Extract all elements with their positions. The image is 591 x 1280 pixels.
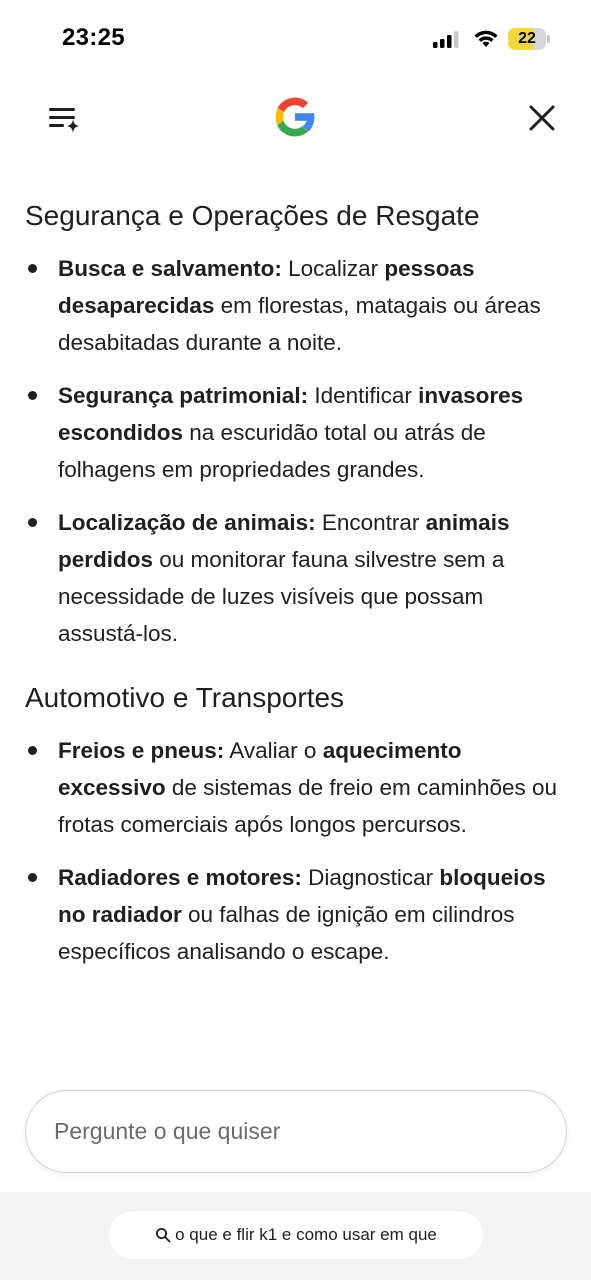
bold-text: Freios e pneus: xyxy=(58,738,225,763)
bold-text: Segurança patrimonial: xyxy=(58,383,309,408)
body-text: na escuridão total ou atrás de folhagens em propriedades grandes. xyxy=(58,420,486,482)
body-text: Encontrar xyxy=(315,510,426,535)
body-text: ou monitorar fauna silvestre sem a necessidade de luzes visíveis que possam assustá-los. xyxy=(58,547,505,646)
wifi-icon xyxy=(472,27,500,49)
header xyxy=(0,80,591,160)
body-text: de sistemas de freio em caminhões ou frotas comerciais após longos percursos. xyxy=(58,775,558,837)
bold-text: bloqueios no radiador xyxy=(58,865,546,927)
search-icon xyxy=(155,1227,171,1243)
bold-text: Localização de animais: xyxy=(58,510,316,535)
bullet-item xyxy=(25,732,570,843)
bold-text: pessoas desaparecidas xyxy=(58,256,475,318)
bullet-dot-icon xyxy=(28,264,37,273)
ask-box[interactable] xyxy=(25,1090,567,1173)
suggestion-chip[interactable] xyxy=(109,1211,483,1259)
bullet-list xyxy=(25,250,570,652)
ask-input[interactable] xyxy=(54,1091,534,1171)
section xyxy=(25,192,570,652)
bold-text: invasores escondidos xyxy=(58,383,524,445)
answer-content xyxy=(25,192,570,986)
status-bar xyxy=(0,0,591,80)
section xyxy=(25,674,570,970)
section-title: Automotivo e Transportes xyxy=(25,682,345,713)
bullet-item xyxy=(25,377,570,488)
bold-text: Radiadores e motores: xyxy=(58,865,302,890)
bullet-dot-icon xyxy=(28,391,37,400)
body-text: em florestas, matagais ou áreas desabitadas durante a noite. xyxy=(58,293,541,355)
bullet-item xyxy=(25,250,570,361)
bottom-bar xyxy=(0,1192,591,1280)
battery-icon xyxy=(508,28,550,50)
body-text: ou falhas de ignição em cilindros específicos analisando o escape. xyxy=(58,902,515,964)
bold-text: Busca e salvamento: xyxy=(58,256,282,281)
battery-level: 22 xyxy=(518,30,536,47)
bullet-list xyxy=(25,732,570,970)
close-icon[interactable] xyxy=(526,102,558,134)
menu-sparkle-icon[interactable] xyxy=(46,102,82,136)
body-text: Avaliar o xyxy=(224,738,323,763)
body-text: Localizar xyxy=(281,256,385,281)
bullet-item xyxy=(25,859,570,970)
body-text: Diagnosticar xyxy=(301,865,440,890)
suggestion-text: o que e flir k1 e como usar em que xyxy=(175,1225,437,1244)
bullet-item xyxy=(25,504,570,652)
bullet-dot-icon xyxy=(28,518,37,527)
signal-icon xyxy=(432,29,462,49)
status-time: 23:25 xyxy=(62,24,125,51)
bold-text: aquecimento excessivo xyxy=(58,738,462,800)
bullet-dot-icon xyxy=(28,873,37,882)
bold-text: animais perdidos xyxy=(58,510,510,572)
bullet-dot-icon xyxy=(28,746,37,755)
section-title: Segurança e Operações de Resgate xyxy=(25,200,480,231)
google-logo xyxy=(270,92,320,142)
body-text: Identificar xyxy=(308,383,419,408)
